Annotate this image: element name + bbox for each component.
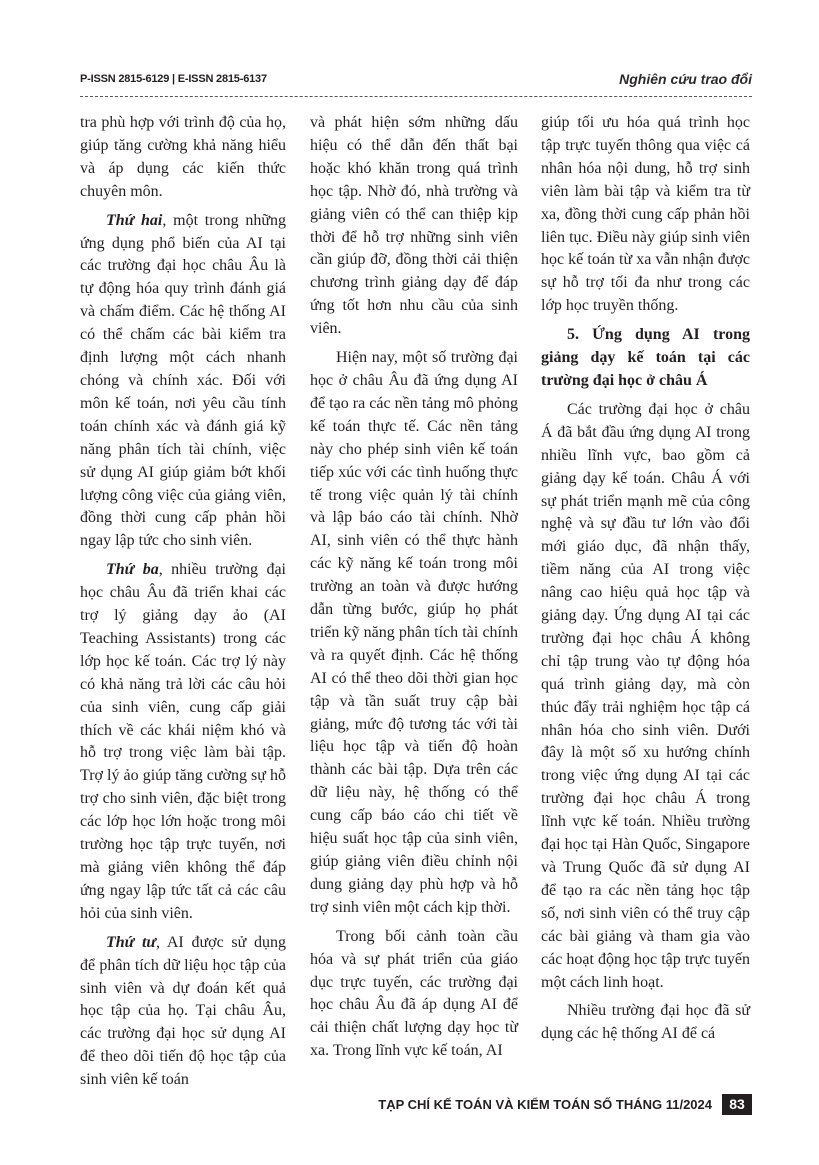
paragraph-text: tra phù hợp với trình độ của họ, giúp tăng cường khả năng hiểu và áp dụng các kiến thức chuyên môn. [80, 114, 286, 200]
paragraph-lead: Thứ tư [106, 933, 157, 951]
paragraph-text: , một trong những ứng dụng phổ biến của AI tại các trường đại học châu Âu là tự động hóa quy trình đánh giá và chấm điểm. Các hệ thống AI có thể chấm các bài kiểm tra định lượng một cách nhanh chóng và chính xác. Đối với môn kế toán, nơi yêu cầu tính toán chính xác và đánh giá kỹ năng phân tích tài chính, việc sử dụng AI giúp giảm bớt khối lượng công việc của giảng viên, đồng thời cung cấp phản hồi ngay lập tức cho sinh viên. [80, 211, 286, 550]
paragraph-text: và phát hiện sớm những dấu hiệu có thể dẫn đến thất bại hoặc khó khăn trong quá trình học tập. Nhờ đó, nhà trường và giảng viên có thể can thiệp kịp thời để hỗ trợ những sinh viên cần giúp đỡ, đồng thời cải thiện chương trình giảng dạy để đáp ứng tốt hơn nhu cầu của sinh viên. [310, 114, 518, 338]
paragraph-text: , nhiều trường đại học châu Âu đã triển khai các trợ lý giảng dạy ảo (AI Teaching Assistants) trong các lớp học kế toán. Các trợ lý này có khả năng trả lời các câu hỏi của sinh viên, cung cấp giải thích về các khái niệm khó và hỗ trợ trong việc làm bài tập. Trợ lý ảo giúp tăng cường sự hỗ trợ cho sinh viên, đặc biệt trong các lớp học lớn hoặc trong môi trường học tập trực tuyến, nơi mà giảng viên không thể đáp ứng ngay lập tức tất cả các câu hỏi của sinh viên. [80, 561, 287, 922]
paragraph [80, 210, 286, 554]
section-heading: 5. Ứng dụng AI trong giảng dạy kế toán tại các trường đại học ở châu Á [541, 326, 750, 389]
paragraph [80, 559, 286, 926]
paragraph [80, 932, 286, 1092]
paragraph-text: Trong bối cảnh toàn cầu hóa và sự phát triển của giáo dục trực tuyến, các trường đại học châu Âu đã áp dụng AI để cải thiện chất lượng dạy học từ xa. Trong lĩnh vực kế toán, AI [310, 927, 518, 1060]
paragraph [310, 112, 518, 341]
header-divider [80, 96, 752, 97]
paragraph [310, 926, 518, 1063]
paragraph-text: Hiện nay, một số trường đại học ở châu Âu đã ứng dụng AI để tạo ra các nền tảng mô phỏng kế toán thực tế. Các nền tảng này cho phép sinh viên kế toán tiếp xúc với các tình huống thực tế trong việc quản lý tài chính và lập báo cáo tài chính. Nhờ AI, sinh viên có thể thực hành các kỹ năng kế toán trong môi trường an toàn và được hướng dẫn từng bước, giúp họ phát triển kỹ năng phân tích tài chính và ra quyết định. Các hệ thống AI có thể theo dõi thời gian học tập và tần suất truy cập bài giảng, mức độ tương tác với tài liệu học tập và tiến độ hoàn thành các bài tập. Dựa trên các dữ liệu này, hệ thống có thể cung cấp báo cáo chi tiết về hiệu suất học tập của sinh viên, giúp giảng viên điều chỉnh nội dung giảng dạy phù hợp và hỗ trợ sinh viên một cách kịp thời. [310, 349, 518, 916]
text-column-3 [541, 112, 750, 1052]
paragraph [541, 399, 750, 995]
text-column-2 [310, 112, 518, 1069]
paragraph [80, 112, 286, 204]
paragraph [541, 1000, 750, 1046]
paragraph-text: , AI được sử dụng để phân tích dữ liệu học tập của sinh viên và dự đoán kết quả học tập của họ. Tại châu Âu, các trường đại học sử dụng AI để theo dõi tiến độ học tập của sinh viên kế toán [80, 933, 286, 1089]
paragraph [541, 112, 750, 318]
paragraph-text: Các trường đại học ở châu Á đã bắt đầu ứng dụng AI trong nhiều lĩnh vực, bao gồm cả giảng dạy kế toán. Châu Á với sự phát triển mạnh mẽ của công nghệ và sự đầu tư lớn vào đổi mới giáo dục, đã nhận thấy, tiềm năng của AI trong việc nâng cao hiệu quả học tập và giảng dạy. Ứng dụng AI tại các trường đại học châu Á không chỉ tập trung vào tự động hóa quá trình giảng dạy, mà còn thúc đẩy trải nghiệm học tập cá nhân hóa cho sinh viên. Dưới đây là một số xu hướng chính trong việc ứng dụng AI tại các trường đại học châu Á trong lĩnh vực kế toán. Nhiều trường đại học tại Hàn Quốc, Singapore và Trung Quốc đã sử dụng AI để tạo ra các nền tảng học tập số, nơi sinh viên có thể truy cập các bài giảng và tham gia vào các hoạt động học tập trực tuyến một cách linh hoạt. [541, 400, 750, 991]
paragraph-lead: Thứ ba [106, 561, 159, 579]
page-footer [80, 1094, 752, 1116]
paragraph-lead: Thứ hai [106, 211, 163, 229]
paragraph-text: Nhiều trường đại học đã sử dụng các hệ thống AI để cá [541, 1002, 750, 1043]
paragraph [310, 347, 518, 920]
page-header [80, 71, 752, 91]
page-number: 83 [722, 1094, 752, 1115]
issn-label: P-ISSN 2815-6129 | E-ISSN 2815-6137 [80, 73, 267, 85]
paragraph-text: giúp tối ưu hóa quá trình học tập trực tuyến thông qua việc cá nhân hóa nội dung, hỗ trợ sinh viên làm bài tập và kiểm tra từ xa, đồng thời cung cấp phản hồi liên tục. Điều này giúp sinh viên học kế toán từ xa vẫn nhận được sự hỗ trợ tối đa như trong các lớp học truyền thống. [541, 114, 750, 315]
journal-name: TẠP CHÍ KẾ TOÁN VÀ KIỂM TOÁN SỐ THÁNG 11/2024 [378, 1097, 712, 1112]
section-label: Nghiên cứu trao đổi [619, 71, 752, 87]
text-column-1 [80, 112, 286, 1098]
